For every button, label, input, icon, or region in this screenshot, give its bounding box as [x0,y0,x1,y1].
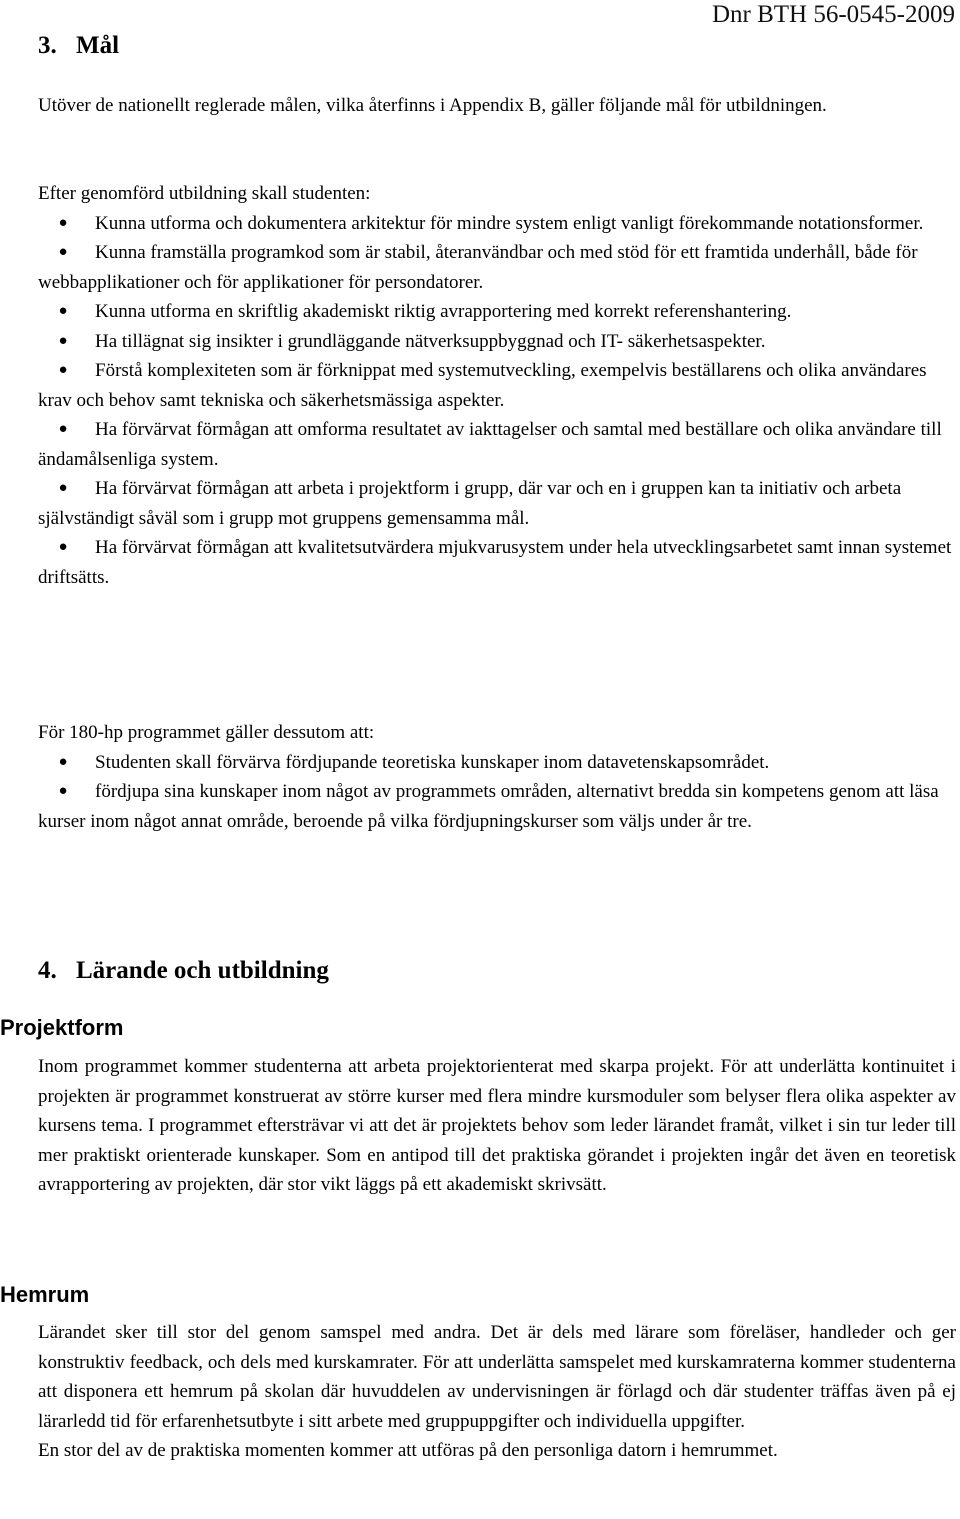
section-3-title: Mål [76,32,120,59]
section-3-heading [38,30,119,62]
extra-goals-list [38,748,956,837]
bullet-icon: ● [58,753,68,770]
extra-goals-lead: För 180-hp programmet gäller dessutom att: [38,722,375,743]
document-number: Dnr BTH 56-0545-2009 [711,1,955,28]
bullet-icon: ● [58,303,68,319]
section-4-title: Lärande och utbildning [76,957,329,984]
list-item: ● Ha förvärvat förmågan att kvalitetsutvärdera mjukvarusystem under hela utvecklingsarbetet samt innan systemet driftsätts. [38,533,956,592]
section-3-intro: Utöver de nationellt reglerade målen, vilka återfinns i Appendix B, gäller följande mål för utbildningen. [38,95,827,116]
hemrum-paragraph-1: Lärandet sker till stor del genom samspel med andra. Det är dels med lärare som föreläser, handleder och ger konstruktiv feedback, och dels med kurskamrater. För att underlätta samspelet med kurskamraterna kommer studenterna att disponera ett hemrum på skolan där huvuddelen av undervisningen är förlagd och där studenter träffas även på ej lärarledd tid för erfarenhetsutbyte i sitt arbete med gruppuppgifter och individuella uppgifter. [38,1322,956,1432]
bullet-icon: ● [58,421,68,437]
bullet-icon: ● [58,244,68,260]
bullet-icon: ● [58,539,68,555]
list-item: ● Kunna utforma en skriftlig akademiskt riktig avrapportering med korrekt referenshantering. [38,297,956,327]
list-item: ● Kunna framställa programkod som är stabil, återanvändbar och med stöd för ett framtida underhåll, både för webbapplikationer och för applikationer för persondatorer. [38,238,956,297]
bullet-icon: ● [58,480,68,496]
list-item: ● fördjupa sina kunskaper inom något av programmets områden, alternativt bredda sin kompetens genom att läsa kurser inom något annat område, beroende på vilka fördjupningskurser som väljs under år tre. [38,777,956,836]
projektform-body: Inom programmet kommer studenterna att arbeta projektorienterat med skarpa projekt. För att underlätta kontinuitet i projekten är programmet konstruerat av större kurser med flera mindre kursmoduler som belyser flera olika aspekter av kursens tema. I programmet eftersträvar vi att det är projektets behov som leder lärandet framåt, vilket i sin tur leder till mer praktiskt orienterade kunskaper. Som en antipod till det praktiska görandet i projekten ingår det även en teoretisk avrapportering av projekten, där stor vikt läggs på ett akademiskt skrivsätt. [38,1056,956,1195]
list-item: ● Ha tillägnat sig insikter i grundläggande nätverksuppbyggnad och IT- säkerhetsaspekter. [38,327,956,357]
goals-lead: Efter genomförd utbildning skall studenten: [38,183,371,204]
goals-block [38,179,956,592]
list-item: ● Studenten skall förvärva fördjupande teoretiska kunskaper inom datavetenskapsområdet. [38,748,956,778]
bullet-icon: ● [58,332,68,349]
list-item: ● Kunna utforma och dokumentera arkitektur för mindre system enligt vanligt förekommande notationsformer. [38,209,956,239]
bullet-icon: ● [58,783,68,799]
hemrum-body [38,1318,956,1466]
list-item: ● Ha förvärvat förmågan att arbeta i projektform i grupp, där var och en i gruppen kan ta initiativ och arbeta självständigt såväl som i grupp mot gruppens gemensamma mål. [38,474,956,533]
bullet-icon: ● [58,362,68,378]
extra-goals-block [38,718,956,836]
section-3-number: 3. [38,32,57,59]
hemrum-heading: Hemrum [0,1282,90,1307]
bullet-icon: ● [58,214,68,231]
list-item: ● Ha förvärvat förmågan att omforma resultatet av iakttagelser och samtal med beställare och olika användare till ändamålsenliga system. [38,415,956,474]
section-4-number: 4. [38,957,57,984]
section-4-heading [38,955,329,987]
list-item: ● Förstå komplexiteten som är förknippat med systemutveckling, exempelvis beställarens och olika användares krav och behov samt tekniska och säkerhetsmässiga aspekter. [38,356,956,415]
goals-list [38,209,956,593]
hemrum-paragraph-2: En stor del av de praktiska momenten kommer att utföras på den personliga datorn i hemrummet. [38,1440,778,1461]
projektform-heading: Projektform [0,1015,124,1040]
